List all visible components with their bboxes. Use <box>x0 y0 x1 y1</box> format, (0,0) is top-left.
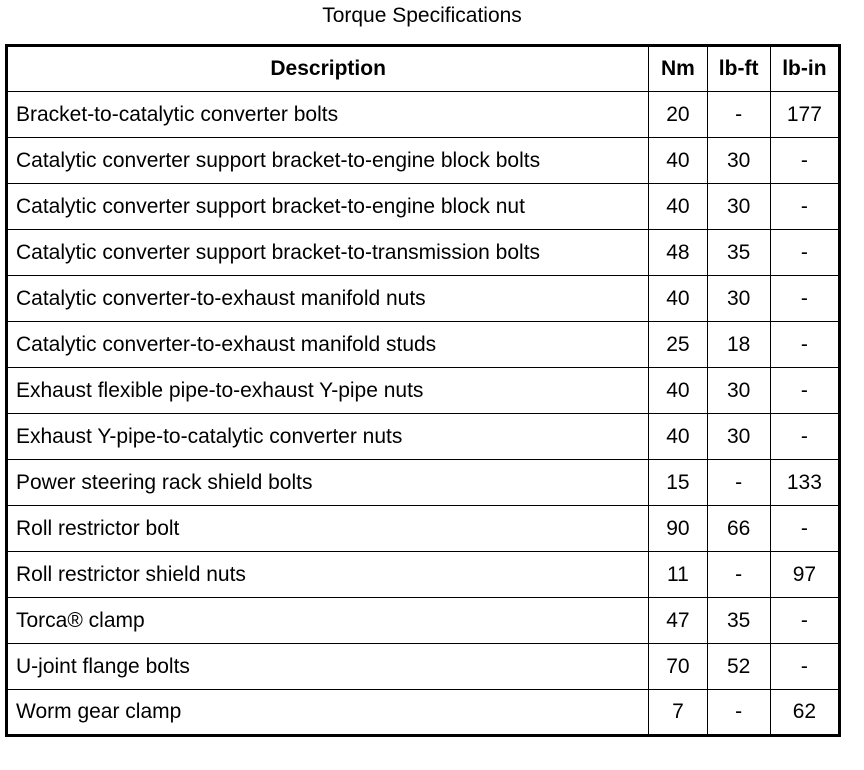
cell-nm: 47 <box>649 598 707 644</box>
cell-nm: 70 <box>649 644 707 690</box>
column-header-lb-in: lb-in <box>770 46 839 92</box>
cell-lb-ft: 30 <box>707 276 770 322</box>
cell-description: Catalytic converter-to-exhaust manifold nuts <box>7 276 649 322</box>
cell-lb-ft: 35 <box>707 598 770 644</box>
cell-lb-ft: 30 <box>707 184 770 230</box>
cell-description: Roll restrictor bolt <box>7 506 649 552</box>
header-row <box>7 46 840 92</box>
cell-description: Power steering rack shield bolts <box>7 460 649 506</box>
cell-nm: 40 <box>649 184 707 230</box>
cell-lb-in: - <box>770 138 839 184</box>
table-row <box>7 184 840 230</box>
cell-lb-in: - <box>770 414 839 460</box>
column-header-description: Description <box>7 46 649 92</box>
cell-lb-in: 62 <box>770 690 839 736</box>
cell-description: Roll restrictor shield nuts <box>7 552 649 598</box>
table-row <box>7 322 840 368</box>
cell-nm: 40 <box>649 138 707 184</box>
table-row <box>7 414 840 460</box>
cell-description: Catalytic converter support bracket-to-engine block nut <box>7 184 649 230</box>
table-row <box>7 506 840 552</box>
column-header-lb-ft: lb-ft <box>707 46 770 92</box>
cell-lb-ft: - <box>707 92 770 138</box>
cell-description: Exhaust Y-pipe-to-catalytic converter nuts <box>7 414 649 460</box>
table-row <box>7 92 840 138</box>
cell-lb-ft: 18 <box>707 322 770 368</box>
table-caption: Torque Specifications <box>322 4 522 27</box>
cell-nm: 11 <box>649 552 707 598</box>
cell-nm: 90 <box>649 506 707 552</box>
cell-nm: 7 <box>649 690 707 736</box>
cell-nm: 25 <box>649 322 707 368</box>
cell-nm: 40 <box>649 276 707 322</box>
cell-lb-in: - <box>770 230 839 276</box>
cell-lb-in: - <box>770 644 839 690</box>
table-row <box>7 690 840 736</box>
cell-lb-in: 97 <box>770 552 839 598</box>
cell-lb-in: 177 <box>770 92 839 138</box>
cell-lb-in: 133 <box>770 460 839 506</box>
table-row <box>7 460 840 506</box>
cell-lb-ft: - <box>707 690 770 736</box>
table-row <box>7 552 840 598</box>
cell-description: Torca® clamp <box>7 598 649 644</box>
cell-lb-in: - <box>770 276 839 322</box>
cell-description: Catalytic converter-to-exhaust manifold studs <box>7 322 649 368</box>
cell-description: U-joint flange bolts <box>7 644 649 690</box>
cell-lb-ft: 30 <box>707 368 770 414</box>
table-row <box>7 230 840 276</box>
cell-lb-in: - <box>770 184 839 230</box>
cell-description: Catalytic converter support bracket-to-transmission bolts <box>7 230 649 276</box>
table-row <box>7 368 840 414</box>
cell-description: Worm gear clamp <box>7 690 649 736</box>
torque-specifications-table <box>5 44 841 737</box>
cell-lb-ft: 66 <box>707 506 770 552</box>
cell-lb-ft: - <box>707 460 770 506</box>
cell-lb-ft: 30 <box>707 414 770 460</box>
column-header-nm: Nm <box>649 46 707 92</box>
cell-nm: 40 <box>649 414 707 460</box>
cell-lb-in: - <box>770 598 839 644</box>
cell-nm: 40 <box>649 368 707 414</box>
table-row <box>7 598 840 644</box>
cell-description: Catalytic converter support bracket-to-engine block bolts <box>7 138 649 184</box>
cell-lb-ft: 35 <box>707 230 770 276</box>
cell-nm: 48 <box>649 230 707 276</box>
cell-lb-ft: - <box>707 552 770 598</box>
cell-description: Exhaust flexible pipe-to-exhaust Y-pipe nuts <box>7 368 649 414</box>
table-row <box>7 276 840 322</box>
cell-lb-ft: 30 <box>707 138 770 184</box>
cell-lb-ft: 52 <box>707 644 770 690</box>
cell-lb-in: - <box>770 322 839 368</box>
cell-lb-in: - <box>770 368 839 414</box>
cell-description: Bracket-to-catalytic converter bolts <box>7 92 649 138</box>
cell-nm: 15 <box>649 460 707 506</box>
table-body <box>7 92 840 736</box>
table-row <box>7 644 840 690</box>
table-row <box>7 138 840 184</box>
cell-lb-in: - <box>770 506 839 552</box>
cell-nm: 20 <box>649 92 707 138</box>
